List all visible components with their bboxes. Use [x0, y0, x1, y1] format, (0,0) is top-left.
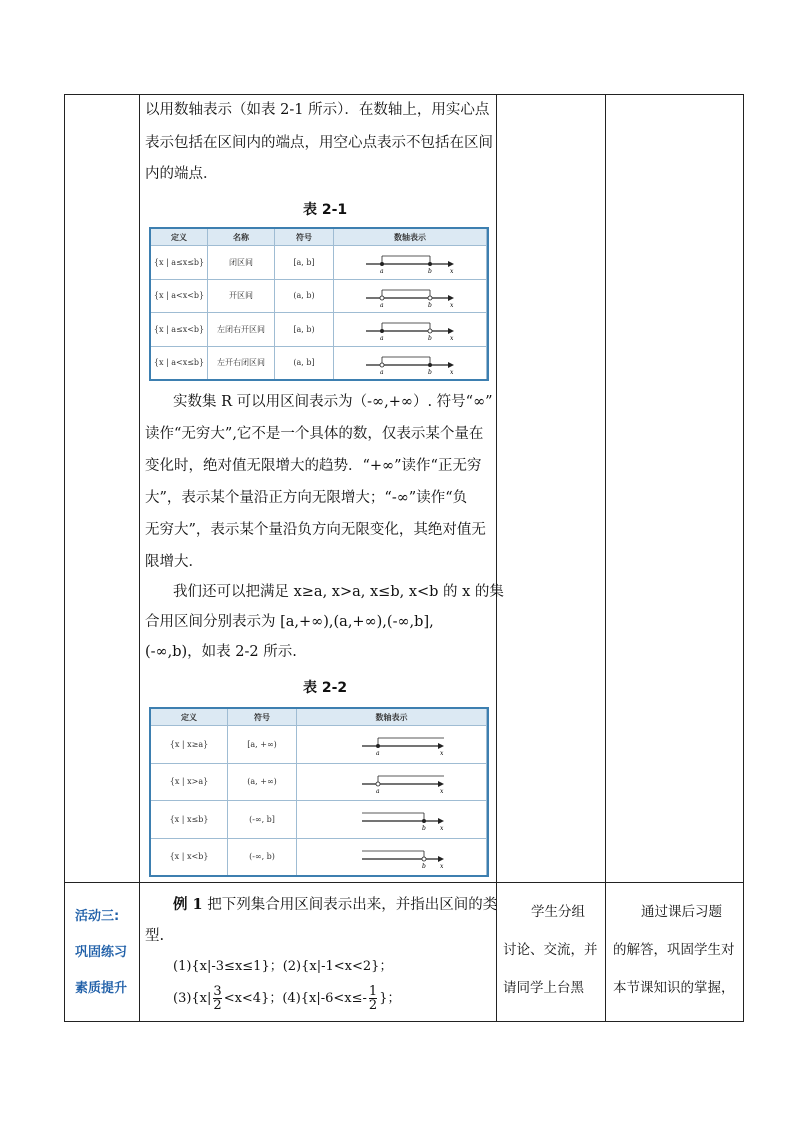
para1-line-2: 表示包括在区间内的端点，用空心点表示不包括在区间 [145, 135, 493, 151]
activity-subtitle-1: 巩固练习 [75, 945, 128, 960]
item4-end: }； [379, 991, 401, 1006]
table-row [151, 346, 487, 379]
axis-label-b: b [428, 268, 432, 275]
header-number-line: 数轴表示 [334, 229, 487, 246]
symbol-cell: (a, b) [275, 279, 334, 313]
name-cell: 左闭右开区间 [208, 313, 275, 347]
table-row [151, 279, 487, 313]
student-activity-line-3: 请同学上台黑 [503, 980, 584, 996]
number-line-cell [334, 346, 487, 379]
para2-line-6: 限增大． [145, 554, 203, 570]
number-line-ray-left-closed [332, 806, 452, 832]
interval-table-1 [149, 227, 489, 381]
number-line-ray-left-open [332, 844, 452, 870]
table-row [151, 313, 487, 347]
number-line-cell [334, 279, 487, 313]
symbol-cell: [a, b) [275, 313, 334, 347]
activity-subtitle-2: 素质提升 [75, 981, 128, 996]
definition-cell: {x | a<x≤b} [151, 346, 208, 379]
example-line-2: 型. [145, 928, 165, 944]
fraction-numerator: 1 [368, 984, 378, 999]
axis-label-b: b [421, 825, 426, 833]
header-symbol: 符号 [228, 709, 297, 726]
para3-line-1: 我们还可以把满足 x≥a, x>a, x≤b, x<b 的 x 的集 [173, 584, 504, 600]
definition-cell: {x | a≤x<b} [151, 313, 208, 347]
example-items-2 [173, 985, 400, 1012]
axis-label-a: a [380, 368, 384, 375]
definition-cell: {x | x≥a} [151, 726, 228, 764]
number-line-cell [297, 801, 487, 839]
axis-label-b: b [421, 862, 426, 870]
axis-label-x: x [439, 787, 443, 795]
number-line-right-closed [362, 351, 458, 375]
header-name: 名称 [208, 229, 275, 246]
para2-line-3: 变化时，绝对值无限增大的趋势．“+∞”读作“正无穷 [145, 458, 482, 474]
para2-line-2: 读作“无穷大”,它不是一个具体的数，仅表示某个量在 [145, 426, 484, 442]
axis-label-a: a [375, 750, 380, 758]
table-row [151, 726, 487, 764]
axis-label-b: b [428, 368, 432, 375]
number-line-cell [297, 838, 487, 875]
name-cell: 闭区间 [208, 246, 275, 280]
item3-suffix: <x<4}；(4){x|-6<x≤- [223, 991, 367, 1006]
definition-cell: {x | a<x<b} [151, 279, 208, 313]
name-cell: 开区间 [208, 279, 275, 313]
symbol-cell: [a, b] [275, 246, 334, 280]
para2-line-5: 无穷大”，表示某个量沿负方向无限变化，其绝对值无 [145, 522, 486, 538]
fraction-three-halves [213, 985, 221, 1012]
fraction-numerator: 3 [213, 984, 222, 999]
definition-cell: {x | x≤b} [151, 801, 228, 839]
table-row [151, 246, 487, 280]
fraction-denominator: 2 [213, 998, 222, 1013]
axis-label-a: a [380, 335, 384, 342]
definition-cell: {x | x>a} [151, 763, 228, 801]
symbol-cell: (a, +∞) [228, 763, 297, 801]
header-definition: 定义 [151, 229, 208, 246]
number-line-ray-right-open [332, 769, 452, 795]
axis-label-x: x [450, 368, 454, 375]
number-line-closed [362, 250, 458, 274]
table-row [151, 801, 487, 839]
number-line-cell [297, 763, 487, 801]
activity-title: 活动三: [75, 909, 120, 924]
header-symbol: 符号 [275, 229, 334, 246]
row-divider [65, 882, 743, 883]
para1-line-3: 内的端点． [145, 166, 218, 182]
example-text: 把下列集合用区间表示出来，并指出区间的类 [207, 897, 498, 913]
design-intent-line-2: 的解答，巩固学生对 [613, 942, 735, 958]
header-number-line: 数轴表示 [297, 709, 487, 726]
axis-label-b: b [428, 335, 432, 342]
symbol-cell: (-∞, b] [228, 801, 297, 839]
para3-line-3: (-∞,b)，如表 2-2 所示. [145, 644, 297, 660]
symbol-cell: (a, b] [275, 346, 334, 379]
axis-label-b: b [428, 301, 432, 308]
design-intent-line-3: 本节课知识的掌握， [613, 980, 735, 996]
table1-caption: 表 2-1 [303, 202, 348, 218]
axis-label-x: x [439, 750, 443, 758]
table-row [151, 838, 487, 875]
fraction-one-half [369, 985, 377, 1012]
axis-label-a: a [380, 268, 384, 275]
axis-label-a: a [380, 301, 384, 308]
table-row [151, 763, 487, 801]
definition-cell: {x | x<b} [151, 838, 228, 875]
number-line-left-closed [362, 317, 458, 341]
number-line-open [362, 284, 458, 308]
example-line-1 [173, 889, 497, 921]
lesson-plan-table [64, 94, 744, 1022]
definition-cell: {x | a≤x≤b} [151, 246, 208, 280]
para3-line-2: 合用区间分别表示为 [a,+∞),(a,+∞),(-∞,b], [145, 614, 434, 630]
item3-prefix: (3){x| [173, 991, 212, 1006]
fraction-denominator: 2 [368, 998, 378, 1013]
para2-line-1: 实数集 R 可以用区间表示为（-∞,+∞）. 符号“∞” [173, 394, 493, 410]
student-activity-line-1: 学生分组 [531, 904, 585, 920]
name-cell: 左开右闭区间 [208, 346, 275, 379]
para2-line-4: 大”，表示某个量沿正方向无限增大；“-∞”读作“负 [145, 490, 468, 506]
axis-label-x: x [439, 825, 443, 833]
number-line-ray-right-closed [332, 731, 452, 757]
symbol-cell: (-∞, b) [228, 838, 297, 875]
axis-label-a: a [375, 787, 380, 795]
axis-label-x: x [450, 268, 454, 275]
axis-label-x: x [439, 862, 443, 870]
number-line-cell [334, 313, 487, 347]
interval-table-2 [149, 707, 489, 877]
number-line-cell [297, 726, 487, 764]
design-intent-line-1: 通过课后习题 [641, 904, 722, 920]
table2-caption: 表 2-2 [303, 680, 348, 696]
axis-label-x: x [450, 301, 454, 308]
para1-line-1: 以用数轴表示（如表 2-1 所示）．在数轴上，用实心点 [145, 102, 490, 118]
symbol-cell: [a, +∞) [228, 726, 297, 764]
example-label: 例 1 [173, 896, 203, 913]
axis-label-x: x [450, 335, 454, 342]
header-definition: 定义 [151, 709, 228, 726]
example-items-1: (1){x|-3≤x≤1}；(2){x|-1<x<2}； [173, 959, 393, 974]
number-line-cell [334, 246, 487, 280]
student-activity-line-2: 讨论、交流，并 [503, 942, 598, 958]
